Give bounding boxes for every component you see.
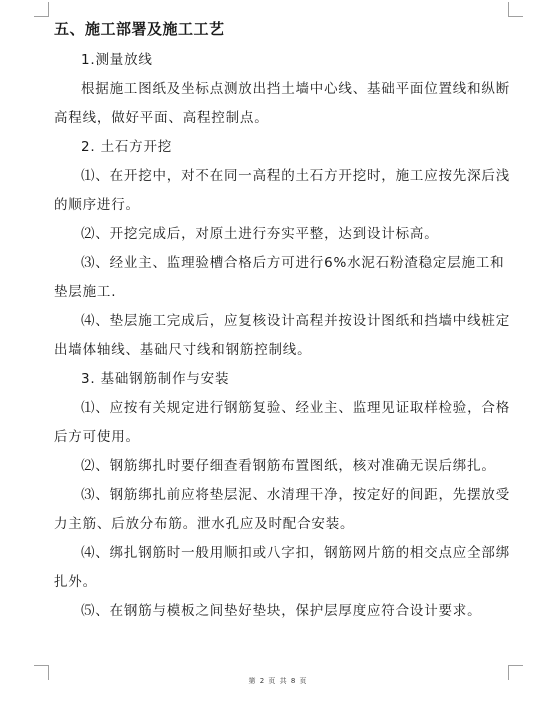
- paragraph: ⑵、钢筋绑扎时要仔细查看钢筋布置图纸，核对准确无误后绑扎。: [81, 458, 496, 474]
- paragraph: ⑴、在开挖中，对不在同一高程的土石方开挖时，施工应按先深后浅的顺序进行。: [54, 168, 510, 213]
- corner-mark-top-left: [34, 2, 49, 17]
- paragraph: ⑴、应按有关规定进行钢筋复验、经业主、监理见证取样检验，合格后方可使用。: [54, 400, 510, 445]
- paragraph: ⑷、垫层施工完成后，应复核设计高程并按设计图纸和挡墙中线桩定出墙体轴线、基础尺寸线和钢筋控制线。: [54, 313, 510, 358]
- subheading-rebar: 3. 基础钢筋制作与安装: [81, 371, 230, 387]
- page-body: [54, 18, 514, 626]
- paragraph: ⑶、钢筋绑扎前应将垫层泥、水清理干净，按定好的间距，先摆放受力主筋、后放分布筋。泄水孔应及时配合安装。: [54, 487, 510, 532]
- paragraph: ⑷、绑扎钢筋时一般用顺扣或八字扣，钢筋网片筋的相交点应全部绑扎外。: [54, 545, 510, 590]
- subheading-survey: 1.测量放线: [81, 52, 153, 68]
- subheading-excavation: 2. 土石方开挖: [81, 139, 173, 155]
- paragraph: 根据施工图纸及坐标点测放出挡土墙中心线、基础平面位置线和纵断高程线，做好平面、高程控制点。: [54, 81, 510, 126]
- page-number-footer: 第 2 页 共 8 页: [248, 677, 308, 685]
- section-title: 五、施工部署及施工工艺: [54, 20, 225, 38]
- paragraph: ⑵、开挖完成后，对原土进行夯实平整，达到设计标高。: [81, 226, 439, 242]
- paragraph: ⑶、经业主、监理验槽合格后方可进行6%水泥石粉渣稳定层施工和垫层施工.: [54, 255, 505, 300]
- paragraph: ⑸、在钢筋与模板之间垫好垫块，保护层厚度应符合设计要求。: [81, 603, 482, 619]
- corner-mark-top-right: [508, 2, 523, 17]
